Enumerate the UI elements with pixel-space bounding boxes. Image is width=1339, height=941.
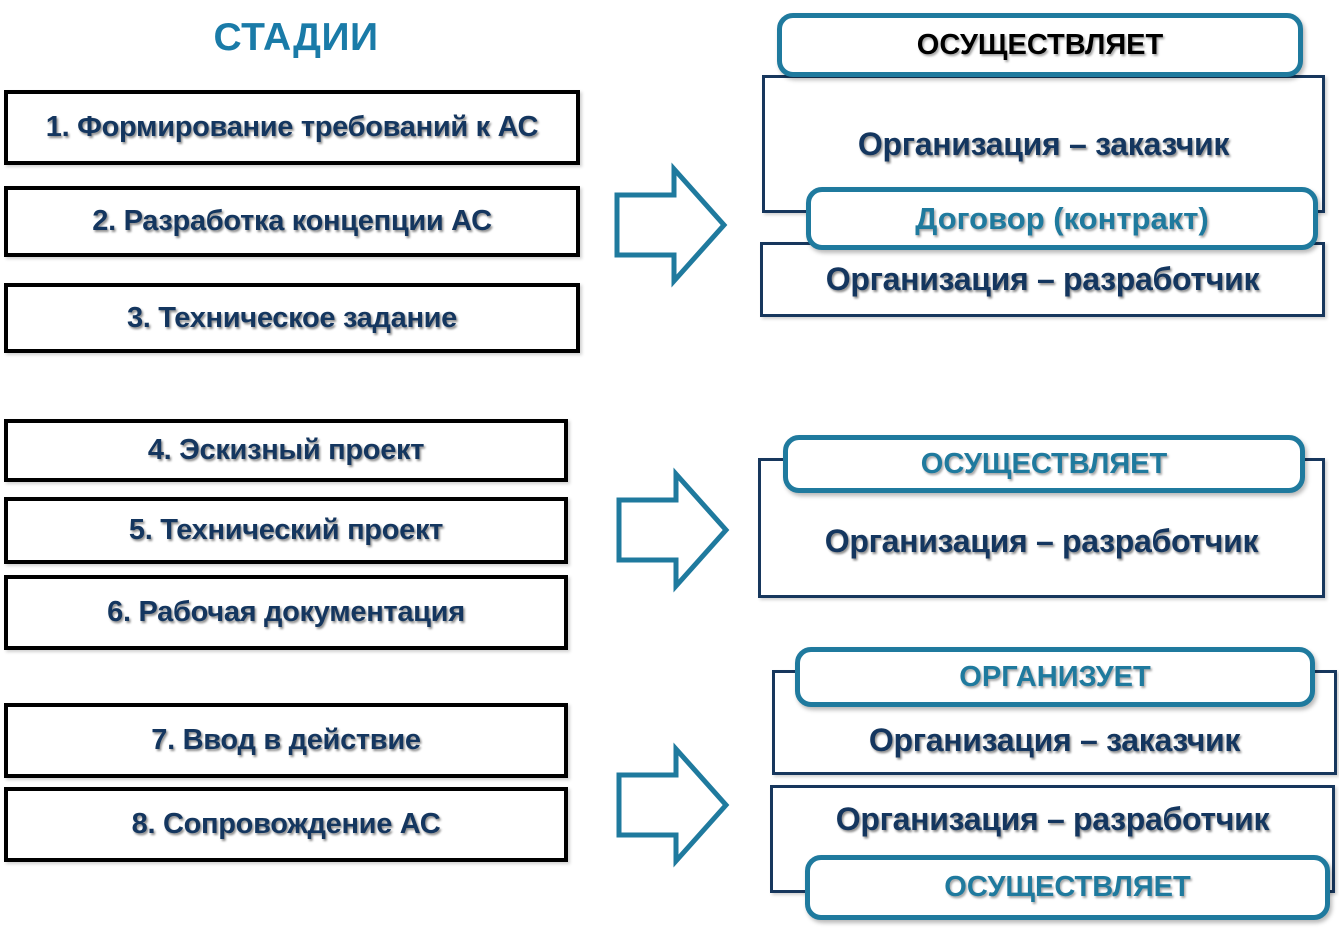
stage-box-8: 8. Сопровождение АС <box>4 787 568 862</box>
group1-contract-box: Договор (контракт) <box>806 187 1318 250</box>
stage-box-3: 3. Техническое задание <box>4 283 580 353</box>
stage-box-4: 4. Эскизный проект <box>4 419 568 482</box>
group1-header-box: ОСУЩЕСТВЛЯЕТ <box>777 13 1303 77</box>
group2-header-box: ОСУЩЕСТВЛЯЕТ <box>783 435 1305 493</box>
stage-box-2: 2. Разработка концепции АС <box>4 186 580 257</box>
group1-customer-box: Организация – заказчик <box>762 75 1325 213</box>
group3-footer-box: ОСУЩЕСТВЛЯЕТ <box>805 855 1330 920</box>
group3-developer-box: Организация – разработчик <box>770 785 1335 893</box>
block-arrow-right-icon <box>616 741 730 869</box>
page-title: СТАДИИ <box>213 16 379 59</box>
stage-box-1: 1. Формирование требований к АС <box>4 90 580 165</box>
group3-header-box: ОРГАНИЗУЕТ <box>795 647 1315 707</box>
stage-box-6: 6. Рабочая документация <box>4 575 568 650</box>
stage-box-7: 7. Ввод в действие <box>4 703 568 778</box>
block-arrow-right-icon <box>616 466 730 594</box>
block-arrow-right-icon <box>614 161 728 289</box>
group1-developer-box: Организация – разработчик <box>760 242 1325 317</box>
group3-customer-box: Организация – заказчик <box>772 670 1337 775</box>
group2-developer-box: Организация – разработчик <box>758 458 1325 598</box>
stage-box-5: 5. Технический проект <box>4 497 568 564</box>
